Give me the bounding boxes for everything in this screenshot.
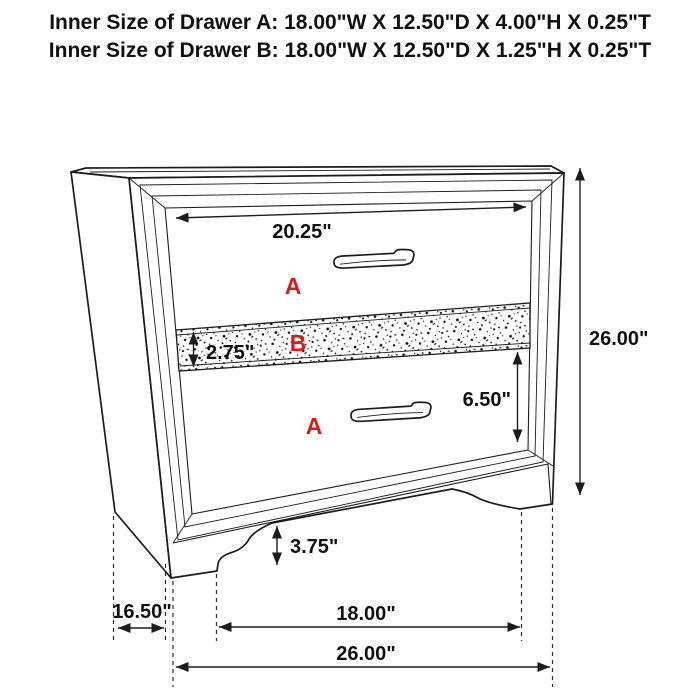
dimension-label: 26.00" <box>589 328 649 350</box>
dimension-side-depth <box>112 601 172 628</box>
dimension-label: 3.75" <box>290 536 339 558</box>
dimension-label: 26.00" <box>336 643 396 665</box>
drawer-b-label: B <box>289 330 307 356</box>
drawer-a-bottom-label: A <box>305 413 323 439</box>
dimension-label: 18.00" <box>336 603 396 625</box>
cabinet-front <box>129 173 564 578</box>
drawer-a-top-label: A <box>284 273 302 299</box>
inner-size-drawer-b: Inner Size of Drawer B: 18.00"W X 12.50"D X 1.25"H X 0.25"T <box>48 39 652 62</box>
dimension-feet-span <box>219 603 520 627</box>
dimension-label: 2.75" <box>206 342 255 364</box>
dimension-label: 20.25" <box>272 221 332 243</box>
dimension-overall-height <box>580 168 649 495</box>
dimension-label: 6.50" <box>462 389 511 411</box>
dimension-label: 16.50" <box>112 601 172 623</box>
dimension-foot-height <box>277 526 338 565</box>
inner-size-drawer-a: Inner Size of Drawer A: 18.00"W X 12.50"D X 4.00"H X 0.25"T <box>49 11 651 34</box>
dimension-overall-width <box>176 643 550 667</box>
